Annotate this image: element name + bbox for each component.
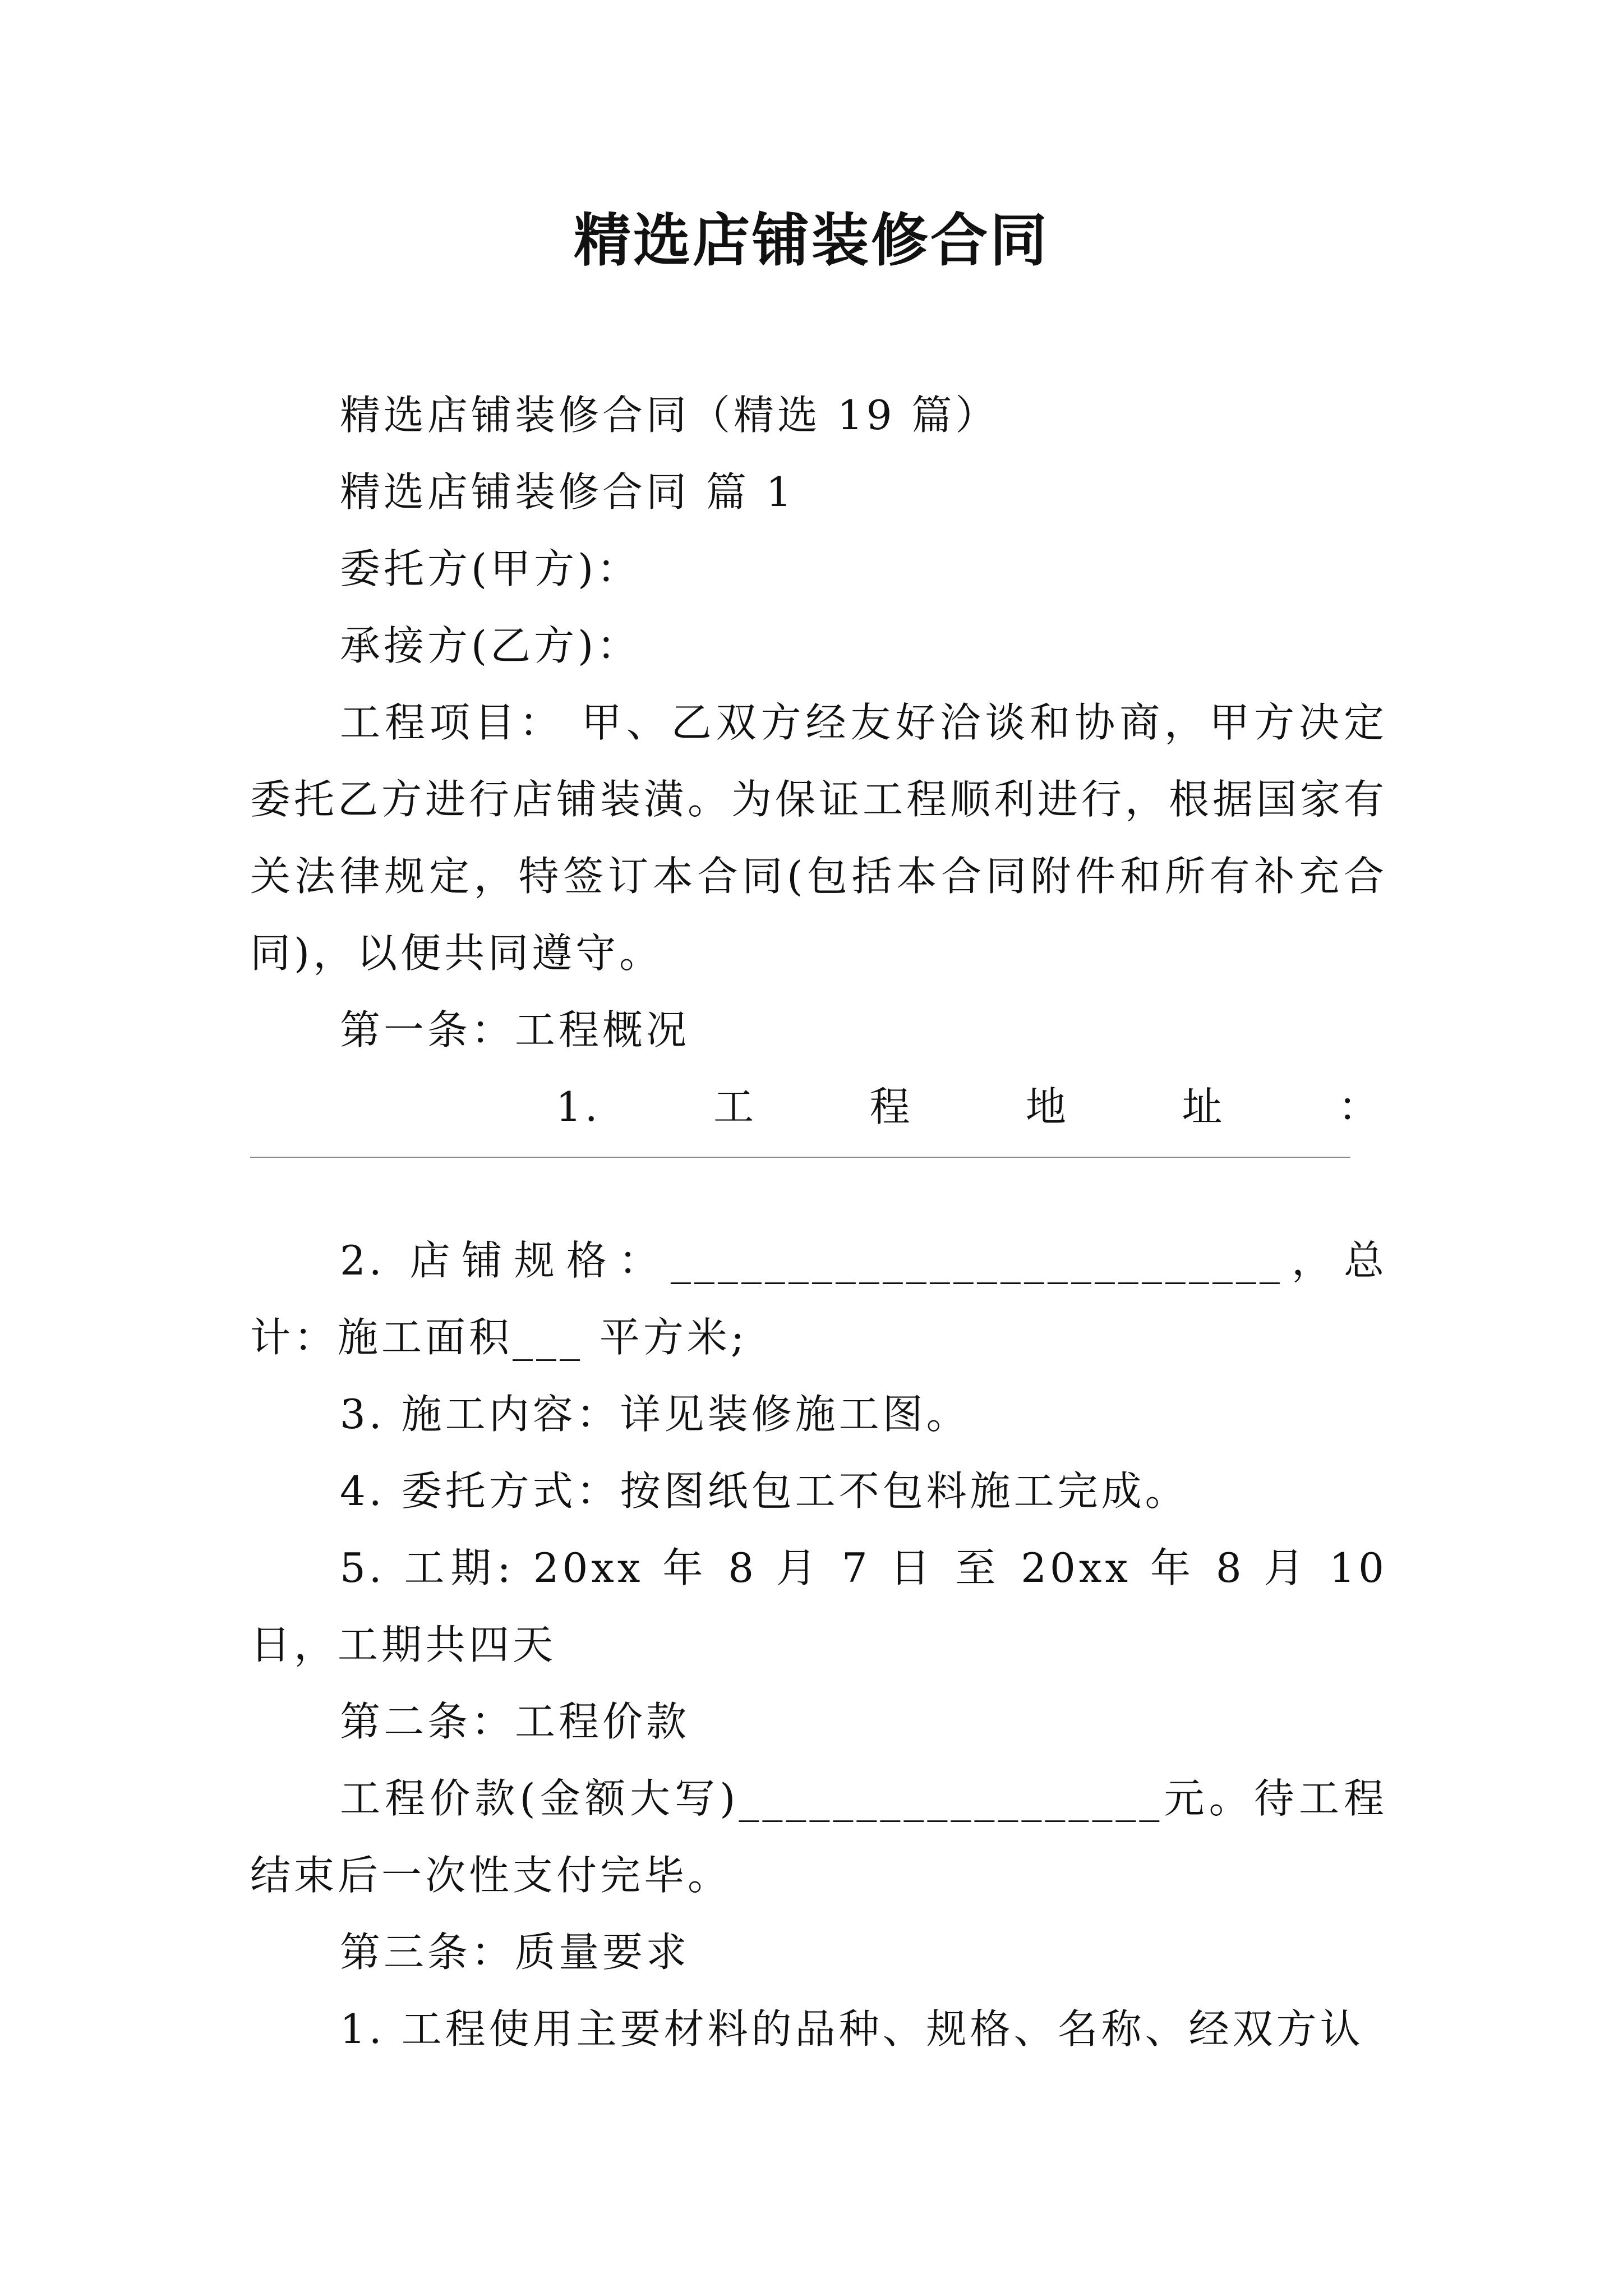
address-blank-rule <box>250 1145 1387 1222</box>
paragraph-subtitle: 精选店铺装修合同（精选 19 篇） <box>340 392 999 439</box>
document-body <box>250 377 1404 2068</box>
paragraph-article-2-heading: 第二条：工程价款 <box>340 1698 690 1745</box>
address-label-char: 工 <box>713 1083 758 1130</box>
address-label-char: 址 <box>1182 1083 1226 1130</box>
paragraph-construction-content: 3. 施工内容：详见装修施工图。 <box>340 1391 970 1438</box>
paragraph-article-1-heading: 第一条：工程概况 <box>340 1006 690 1053</box>
address-label-char: ： <box>1338 1083 1382 1130</box>
paragraph-price: 工程价款(金额大写)__________________元。待工程结束后一次性支付完毕。 <box>250 1775 1387 1899</box>
project-address-line <box>250 1069 1387 1145</box>
paragraph-schedule: 5. 工期: 20xx 年 8 月 7 日 至 20xx 年 8 月 10 日，工期共四天 <box>250 1544 1404 1668</box>
address-label-char: 程 <box>869 1083 914 1130</box>
document-title: 精选店铺装修合同 <box>574 208 1049 274</box>
paragraph-party-b: 承接方(乙方)： <box>340 622 641 669</box>
paragraph-section-heading: 精选店铺装修合同 篇 1 <box>340 468 795 516</box>
paragraph-materials: 1. 工程使用主要材料的品种、规格、名称、经双方认 <box>340 2005 1364 2053</box>
paragraph-party-a: 委托方(甲方)： <box>340 545 641 592</box>
paragraph-project: 工程项目： 甲、乙双方经友好洽谈和协商，甲方决定委托乙方进行店铺装潢。为保证工程顺利进行，根据国家有关法律规定，特签订本合同(包括本合同附件和所有补充合同)，以便共同遵守。 <box>250 699 1388 977</box>
paragraph-commission-method: 4. 委托方式：按图纸包工不包料施工完成。 <box>340 1467 1189 1515</box>
address-label-char: 地 <box>1026 1083 1070 1130</box>
address-item-number: 1. <box>556 1083 601 1130</box>
paragraph-article-3-heading: 第三条：质量要求 <box>340 1929 690 1976</box>
paragraph-shop-spec: 2. 店铺规格：__________________________，总计：施工面积___ 平方米; <box>250 1237 1387 1361</box>
